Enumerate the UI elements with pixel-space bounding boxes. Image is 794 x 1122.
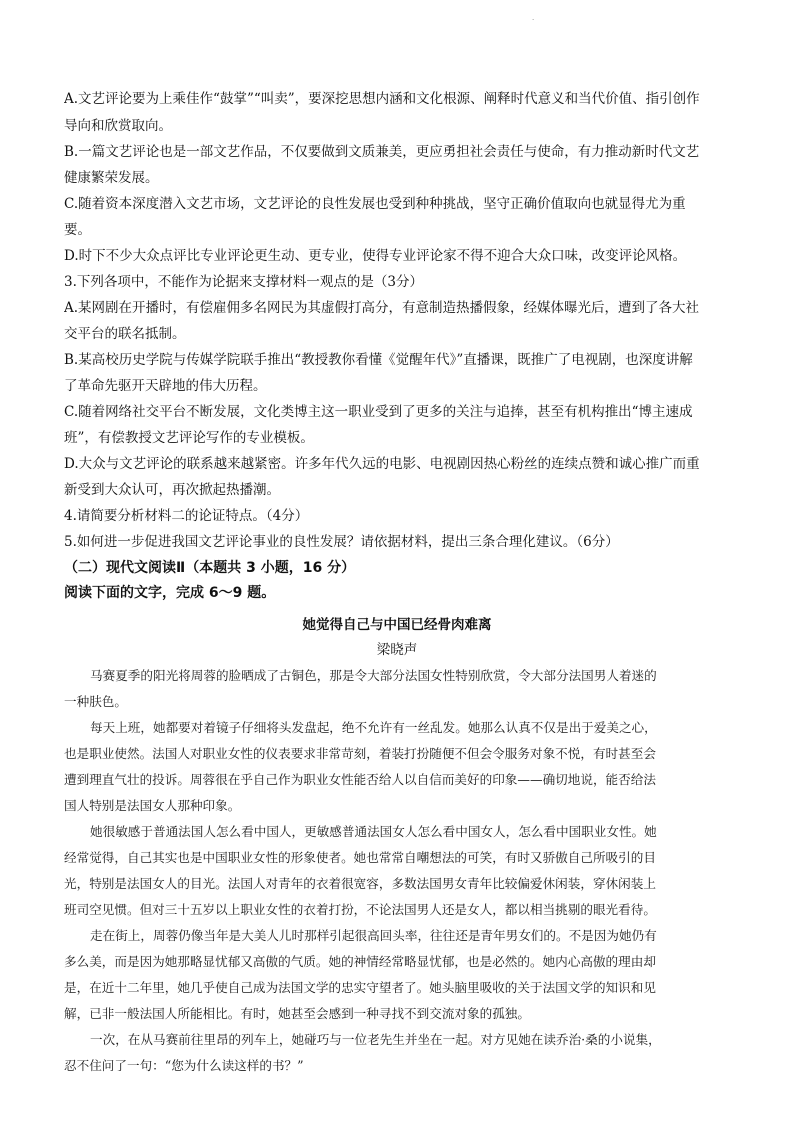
story-line: 多么美，而是因为她那略显忧郁又高傲的气质。她的神情经常略显忧郁，也是必然的。她内心高傲的理由却 (64, 954, 656, 969)
story-line: 解，已非一般法国人所能相比。有时，她甚至会感到一种寻找不到交流对象的孤独。 (64, 1006, 530, 1021)
option-c-line-1: C.随着资本深度潜入文艺市场，文艺评论的良性发展也受到种种挑战，坚守正确价值取向也就显得尤为重 (64, 196, 686, 212)
question-3: 3.下列各项中，不能作为论据来支撑材料一观点的是（3分） (64, 274, 423, 290)
option-a-line-1: A.文艺评论要为上乘佳作“鼓掌”“叫卖”，要深挖思想内涵和文化根源、阐释时代意义和当代价值、指引创作 (64, 91, 700, 107)
story-line: 忍不住问了一句：“您为什么读这样的书？” (64, 1058, 304, 1073)
story-line: 经常觉得，自己其实也是中国职业女性的形象使者。她也常常自嘲想法的可笑，有时又骄傲自己所吸引的目 (64, 850, 656, 865)
q3-option-a-line-1: A.某网剧在开播时，有偿雇佣多名网民为其虚假打高分，有意制造热播假象，经媒体曝光后，遭到了各大社 (64, 300, 700, 316)
story-line: 走在街上，周蓉仍像当年是大美人儿时那样引起很高回头率，往往还是青年男女们的。不是因为她仍有 (90, 928, 657, 943)
q3-option-c-line-1: C.随着网络社交平台不断发展，文化类博主这一职业受到了更多的关注与追捧，甚至有机构推出“博主速成 (64, 404, 693, 420)
header-mark: · (532, 16, 535, 24)
option-d-line-1: D.时下不少大众点评比专业评论更生动、更专业，使得专业评论家不得不迎合大众口味，改变评论风格。 (64, 248, 687, 264)
story-line: 光，特别是法国女人的目光。法国人对青年的衣着很宽容，多数法国男女青年比较偏爱休闲装，穿休闲装上 (64, 876, 656, 891)
q3-option-a-line-2: 交平台的联名抵制。 (64, 326, 186, 342)
q3-option-b-line-2: 了革命先驱开天辟地的伟大历程。 (64, 378, 267, 394)
story-author: 梁晓声 (376, 642, 418, 658)
story-line: 国人特别是法国女人那种印象。 (64, 798, 241, 813)
story-line: 遭到理直气壮的投诉。周蓉很在乎自己作为职业女性能否给人以自信而美好的印象——确切地说，能否给法 (64, 772, 656, 787)
story-line: 她很敏感于普通法国人怎么看中国人，更敏感普通法国女人怎么看中国女人，怎么看中国职业女性。她 (90, 824, 657, 839)
story-line: 每天上班，她都要对着镜子仔细将头发盘起，绝不允许有一丝乱发。她那么认真不仅是出于爱美之心， (90, 720, 657, 735)
option-a-line-2: 导向和欣赏取向。 (64, 118, 172, 134)
story-line: 马赛夏季的阳光将周蓉的脸晒成了古铜色，那是令大部分法国女性特别欣赏，令大部分法国男人着迷的 (90, 668, 657, 683)
story-line: 班司空见惯。但对三十五岁以上职业女性的衣着打扮，不论法国男人还是女人，都以相当挑剔的眼光看待。 (64, 902, 656, 917)
q3-option-d-line-1: D.大众与文艺评论的联系越来越紧密。许多年代久远的电影、电视剧因热心粉丝的连续点赞和诚心推广而重 (64, 456, 700, 472)
story-line: 是，在近十二年里，她几乎使自己成为法国文学的忠实守望者了。她头脑里吸收的关于法国文学的知识和见 (64, 980, 656, 995)
q3-option-b-line-1: B.某高校历史学院与传媒学院联手推出“教授教你看懂《觉醒年代》”直播课，既推广了电视剧，也深度讲解 (64, 352, 693, 368)
option-b-line-1: B.一篇文艺评论也是一部文艺作品，不仅要做到文质兼美，更应勇担社会责任与使命，有力推动新时代文艺 (64, 144, 700, 160)
story-title: 她觉得自己与中国已经骨肉难离 (302, 617, 492, 633)
story-line: 一种肤色。 (64, 694, 127, 709)
section-heading: （二）现代文阅读Ⅱ（本题共 3 小题，16 分） (64, 560, 356, 576)
q3-option-d-line-2: 新受到大众认可，再次掀起热播潮。 (64, 482, 280, 498)
q3-option-c-line-2: 班”，有偿教授文艺评论写作的专业模板。 (64, 430, 314, 446)
story-line: 也是职业使然。法国人对职业女性的仪表要求非常苛刻，着装打扮随便不但会令服务对象不悦，有时甚至会 (64, 746, 656, 761)
question-5: 5.如何进一步促进我国文艺评论事业的良性发展？请依据材料，提出三条合理化建议。（6分） (64, 534, 619, 550)
story-line: 一次，在从马赛前往里昂的列车上，她碰巧与一位老先生并坐在一起。对方见她在读乔治·桑的小说集， (90, 1032, 661, 1047)
option-b-line-2: 健康繁荣发展。 (64, 170, 159, 186)
option-c-line-2: 要。 (64, 222, 91, 238)
section-instruction: 阅读下面的文字，完成 6～9 题。 (64, 585, 276, 601)
question-4: 4.请简要分析材料二的论证特点。（4分） (64, 508, 309, 524)
